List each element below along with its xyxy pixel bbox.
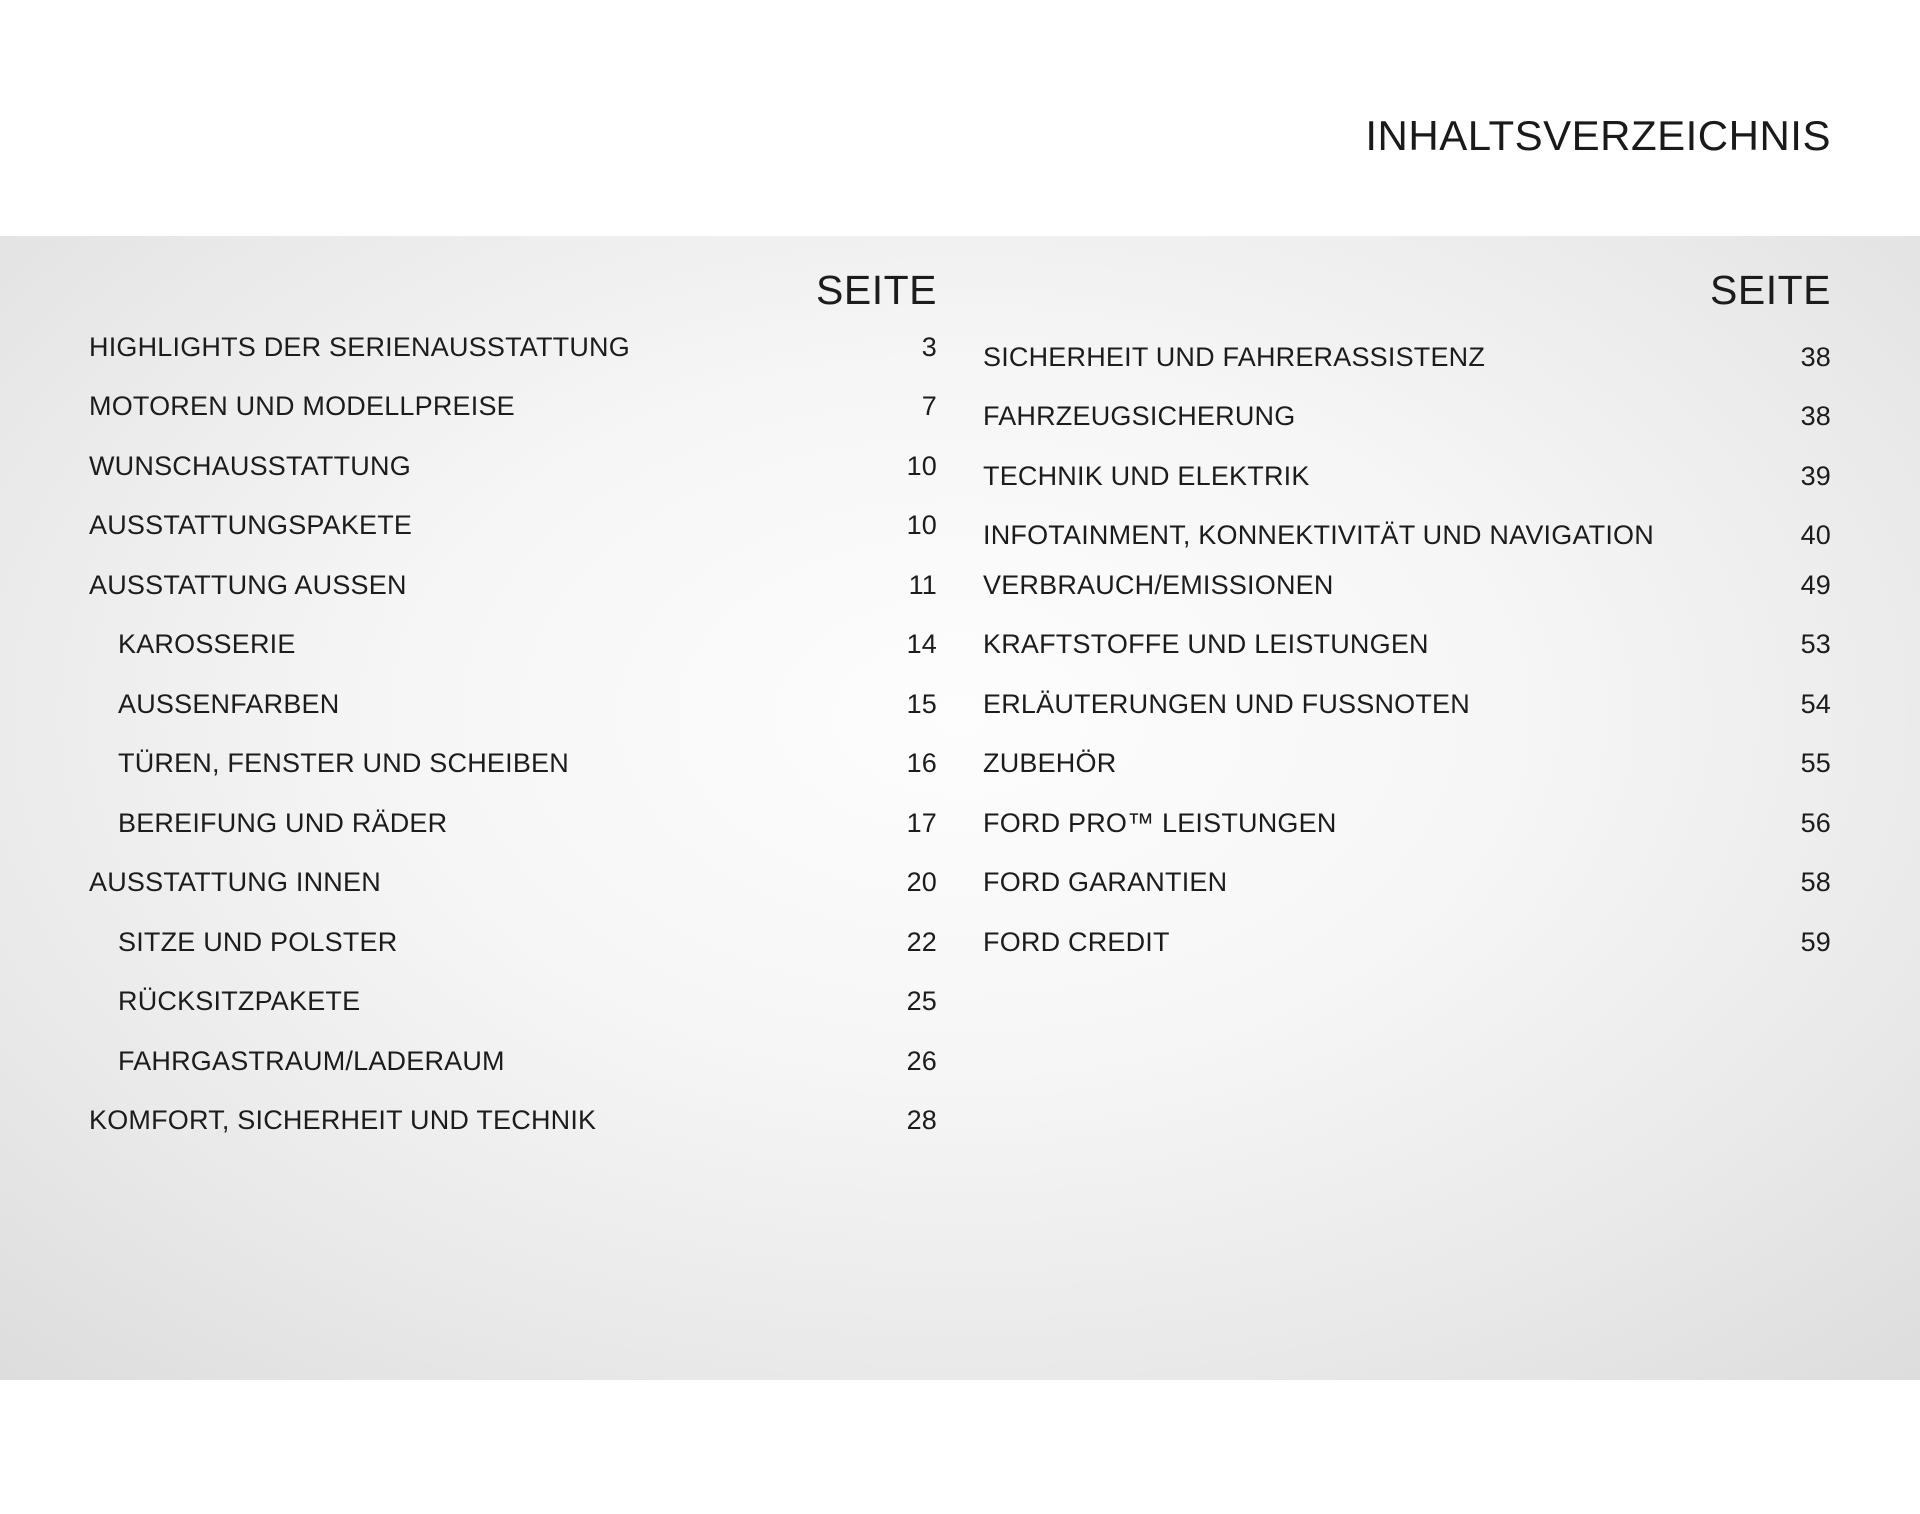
toc-entry-page: 14 bbox=[906, 629, 937, 659]
toc-entry[interactable] bbox=[89, 391, 937, 431]
toc-entry-page: 28 bbox=[906, 1105, 937, 1135]
toc-entry-page: 7 bbox=[921, 391, 937, 421]
toc-entry-page: 49 bbox=[1800, 570, 1831, 600]
toc-entry-page: 3 bbox=[921, 332, 937, 362]
toc-entry-label: AUSSTATTUNG INNEN bbox=[89, 867, 381, 897]
toc-entry-page: 55 bbox=[1800, 748, 1831, 778]
toc-entry-label: WUNSCHAUSSTATTUNG bbox=[89, 451, 411, 481]
toc-entry-page: 53 bbox=[1800, 629, 1831, 659]
toc-panel bbox=[0, 236, 1920, 1380]
toc-entry-label: KRAFTSTOFFE UND LEISTUNGEN bbox=[983, 629, 1429, 659]
toc-entry-page: 54 bbox=[1800, 689, 1831, 719]
toc-entry-label: FORD PRO™ LEISTUNGEN bbox=[983, 808, 1337, 838]
toc-entry-label: AUSSENFARBEN bbox=[118, 689, 340, 719]
toc-entry-label: TECHNIK UND ELEKTRIK bbox=[983, 461, 1310, 491]
toc-entry-label: KAROSSERIE bbox=[118, 629, 296, 659]
toc-entry-label: AUSSTATTUNGSPAKETE bbox=[89, 510, 413, 540]
toc-entry-label: KOMFORT, SICHERHEIT UND TECHNIK bbox=[89, 1105, 597, 1135]
toc-entry-page: 26 bbox=[906, 1046, 937, 1076]
toc-entry-page: 59 bbox=[1800, 927, 1831, 957]
toc-entry[interactable] bbox=[983, 927, 1831, 967]
toc-entry-page: 10 bbox=[906, 510, 937, 540]
toc-entry[interactable] bbox=[983, 520, 1831, 560]
toc-entry[interactable] bbox=[89, 332, 937, 372]
toc-entry[interactable] bbox=[983, 461, 1831, 501]
toc-entry-label: INFOTAINMENT, KONNEKTIVITÄT UND NAVIGATION bbox=[983, 520, 1654, 550]
toc-entry-page: 58 bbox=[1800, 867, 1831, 897]
toc-entry-page: 16 bbox=[906, 748, 937, 778]
toc-entry-label: FORD CREDIT bbox=[983, 927, 1170, 957]
toc-entry-page: 39 bbox=[1800, 461, 1831, 491]
toc-entry[interactable] bbox=[983, 570, 1831, 610]
toc-entry-page: 10 bbox=[906, 451, 937, 481]
toc-entry[interactable] bbox=[89, 451, 937, 491]
toc-subentry[interactable] bbox=[89, 1046, 937, 1086]
toc-entry-label: AUSSTATTUNG AUSSEN bbox=[89, 570, 407, 600]
toc-entry-page: 40 bbox=[1800, 520, 1831, 550]
toc-entry-page: 38 bbox=[1800, 401, 1831, 431]
page-column-header: SEITE bbox=[1710, 267, 1831, 313]
toc-entry[interactable] bbox=[89, 867, 937, 907]
toc-entry-label: VERBRAUCH/EMISSIONEN bbox=[983, 570, 1334, 600]
toc-entry-label: BEREIFUNG UND RÄDER bbox=[118, 808, 448, 838]
toc-entry-label: ZUBEHÖR bbox=[983, 748, 1117, 778]
toc-entry-label: RÜCKSITZPAKETE bbox=[118, 986, 361, 1016]
toc-entry-label: FAHRGASTRAUM/LADERAUM bbox=[118, 1046, 505, 1076]
toc-subentry[interactable] bbox=[89, 629, 937, 669]
toc-entry-label: FAHRZEUGSICHERUNG bbox=[983, 401, 1296, 431]
toc-entry[interactable] bbox=[983, 689, 1831, 729]
toc-entry[interactable] bbox=[983, 748, 1831, 788]
toc-subentry[interactable] bbox=[89, 927, 937, 967]
toc-entry[interactable] bbox=[983, 808, 1831, 848]
toc-entry[interactable] bbox=[89, 1105, 937, 1145]
toc-entry-page: 56 bbox=[1800, 808, 1831, 838]
toc-entry-label: SITZE UND POLSTER bbox=[118, 927, 398, 957]
toc-entry-label: FORD GARANTIEN bbox=[983, 867, 1228, 897]
toc-entry-page: 15 bbox=[906, 689, 937, 719]
toc-entry-label: ERLÄUTERUNGEN UND FUSSNOTEN bbox=[983, 689, 1470, 719]
toc-entry[interactable] bbox=[89, 570, 937, 610]
page-title: INHALTSVERZEICHNIS bbox=[1365, 112, 1831, 159]
toc-subentry[interactable] bbox=[89, 808, 937, 848]
toc-subentry[interactable] bbox=[89, 689, 937, 729]
toc-entry-label: TÜREN, FENSTER UND SCHEIBEN bbox=[118, 748, 569, 778]
toc-subentry[interactable] bbox=[89, 748, 937, 788]
toc-entry-label: MOTOREN UND MODELLPREISE bbox=[89, 391, 515, 421]
toc-entry[interactable] bbox=[983, 401, 1831, 441]
toc-entry-page: 11 bbox=[908, 570, 937, 600]
toc-entry-label: SICHERHEIT UND FAHRERASSISTENZ bbox=[983, 342, 1486, 372]
toc-entry[interactable] bbox=[983, 867, 1831, 907]
toc-subentry[interactable] bbox=[89, 986, 937, 1026]
toc-entry[interactable] bbox=[983, 629, 1831, 669]
toc-entry-page: 17 bbox=[906, 808, 937, 838]
toc-entry[interactable] bbox=[89, 510, 937, 550]
page-column-header: SEITE bbox=[816, 267, 937, 313]
toc-entry-page: 25 bbox=[906, 986, 937, 1016]
toc-entry-page: 38 bbox=[1800, 342, 1831, 372]
toc-entry-page: 22 bbox=[906, 927, 937, 957]
toc-entry-page: 20 bbox=[906, 867, 937, 897]
toc-entry-label: HIGHLIGHTS DER SERIENAUSSTATTUNG bbox=[89, 332, 630, 362]
toc-entry[interactable] bbox=[983, 342, 1831, 382]
